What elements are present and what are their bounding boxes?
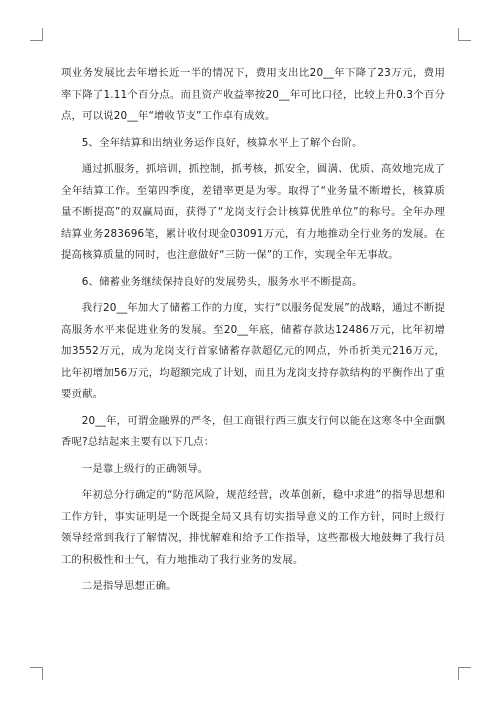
section-heading-6: 6、储蓄业务继续保持良好的发展势头，服务水平不断提高。	[81, 275, 363, 288]
section-heading-5: 5、全年结算和出纳业务运作良好，核算水平上了解个台阶。	[81, 136, 363, 149]
paragraph: 20__年，可谓金融界的严冬，但工商银行西三旗支行何以能在这寒冬中全面飘香呢?总结起来主要有以下几点：	[61, 414, 445, 448]
paragraph: 通过抓服务，抓培训，抓控制，抓考核，抓安全，圆满、优质、高效地完成了全年结算工作。至第四季度，差错率更是为零。取得了“业务量不断增长，核算质量不断提高”的双赢局面，获得了“龙岗支行会计核算优胜单位”的称号。全年办理结算业务283696笔，累计收付现金03091万元，有力地推动全行业务的发展。在提高核算质量的同时，也注意做好“三防一保”的工作，实现全年无事故。	[61, 163, 445, 261]
paragraph: 我行20__年加大了储蓄工作的力度，实行“以服务促发展”的战略，通过不断提高服务水平来促进业务的发展。至20__年底，储蓄存款达12486万元，比年初增加3552万元，成为龙岗支行首家储蓄存款超亿元的网点，外币折美元216万元，比年初增加56万元，均超额完成了计划，而且为龙岗支持存款结构的平衡作出了重要贡献。	[61, 302, 445, 400]
crop-mark-bottom-right	[458, 667, 471, 680]
paragraph: 年初总分行确定的“防范风险，规范经营，改革创新，稳中求进”的指导思想和工作方针，事实证明是一个既提全局又具有切实指导意义的工作方针，同时上级行领导经常到我行了解情况，排忧解难和给予工作指导，这些都极大地鼓舞了我行员工的积极性和士气，有力地推动了我行业务的发展。	[61, 489, 445, 566]
point-heading-1: 一是靠上级行的正确领导。	[81, 462, 209, 475]
crop-mark-bottom-left	[30, 667, 43, 680]
crop-mark-top-right	[458, 28, 471, 41]
point-heading-2: 二是指导思想正确。	[81, 580, 177, 592]
paragraph-continued: 项业务发展比去年增长近一半的情况下，费用支出比20__年下降了23万元，费用率下降了1.11个百分点。而且资产收益率按20__年可比口径，比较上升0.3个百分点，可以说20__年“增收节支”工作卓有成效。	[61, 67, 445, 122]
crop-mark-top-left	[30, 28, 43, 41]
document-body	[61, 63, 445, 603]
